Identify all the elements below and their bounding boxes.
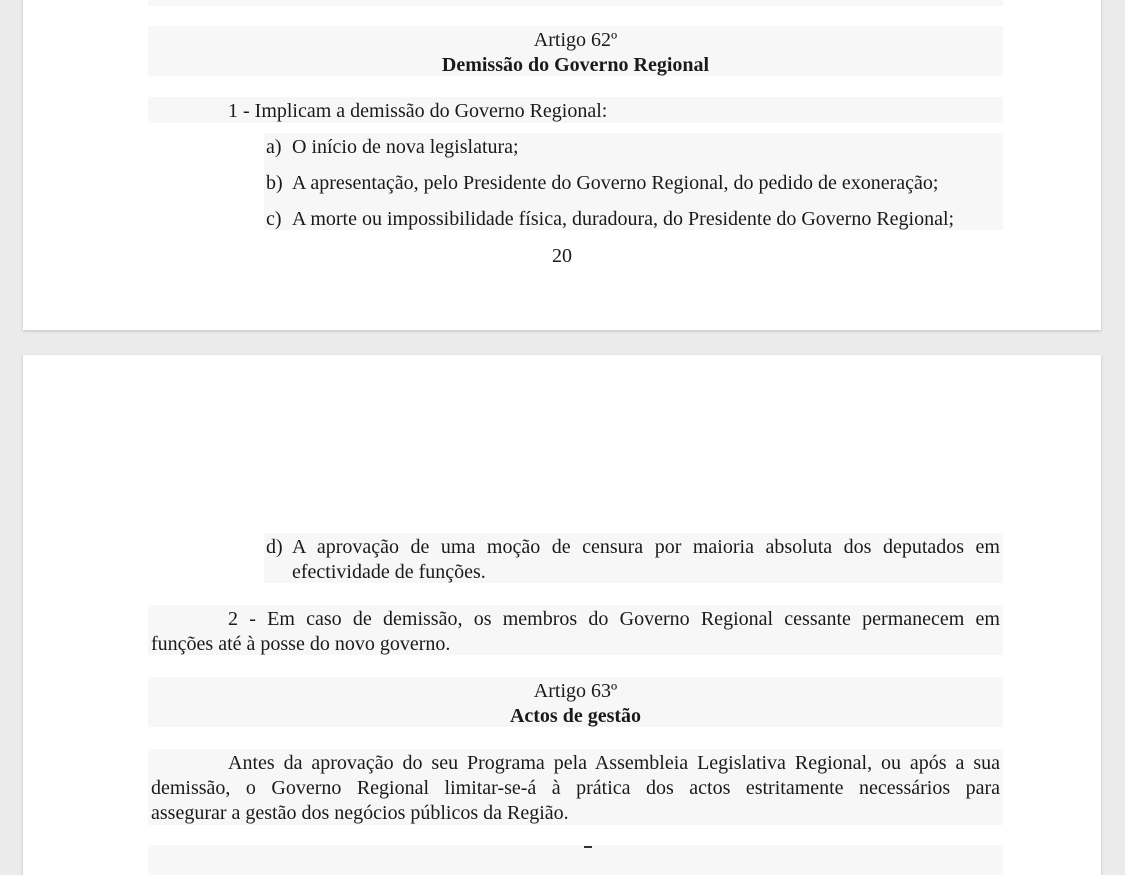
- clipped-text-line: [153, 0, 553, 4]
- paragraph-3-line-3: assegurar a gestão dos negócios públicos da Região.: [151, 802, 569, 824]
- document-page-20: [23, 0, 1101, 330]
- article-62-number: Artigo 62º: [533, 29, 618, 51]
- paragraph-3-line-2: demissão, o Governo Regional limitar-se-á à prática dos actos estritamente necessários para: [151, 777, 1000, 799]
- page-number: 20: [552, 245, 572, 267]
- list-item-letter: c): [266, 208, 282, 230]
- list-item-text: A apresentação, pelo Presidente do Governo Regional, do pedido de exoneração;: [292, 172, 939, 194]
- list-item-text-line-1: A aprovação de uma moção de censura por maioria absoluta dos deputados em: [292, 536, 1000, 558]
- document-page-21: [23, 355, 1101, 875]
- list-item-text-line-2: efectividade de funções.: [292, 561, 486, 583]
- list-item-letter: a): [266, 136, 282, 158]
- list-item-letter: b): [266, 172, 283, 194]
- highlight-band: [148, 845, 1003, 875]
- clipped-text: [153, 0, 261, 2]
- article-63-number: Artigo 63º: [533, 680, 618, 702]
- clipped-glyph: [584, 846, 592, 848]
- article-62-title: Demissão do Governo Regional: [441, 54, 710, 76]
- list-item-letter: d): [266, 536, 283, 558]
- paragraph-2-line-1: 2 - Em caso de demissão, os membros do Governo Regional cessante permanecem em: [228, 608, 1000, 630]
- paragraph-3-line-1: Antes da aprovação do seu Programa pela Assembleia Legislativa Regional, ou após a sua: [228, 752, 1000, 774]
- list-item-text: A morte ou impossibilidade física, duradoura, do Presidente do Governo Regional;: [292, 208, 955, 230]
- article-63-title: Actos de gestão: [509, 705, 642, 727]
- list-item-text: O início de nova legislatura;: [292, 136, 519, 158]
- paragraph-2-line-2: funções até à posse do novo governo.: [151, 633, 451, 655]
- paragraph-1: 1 - Implicam a demissão do Governo Regional:: [228, 100, 608, 122]
